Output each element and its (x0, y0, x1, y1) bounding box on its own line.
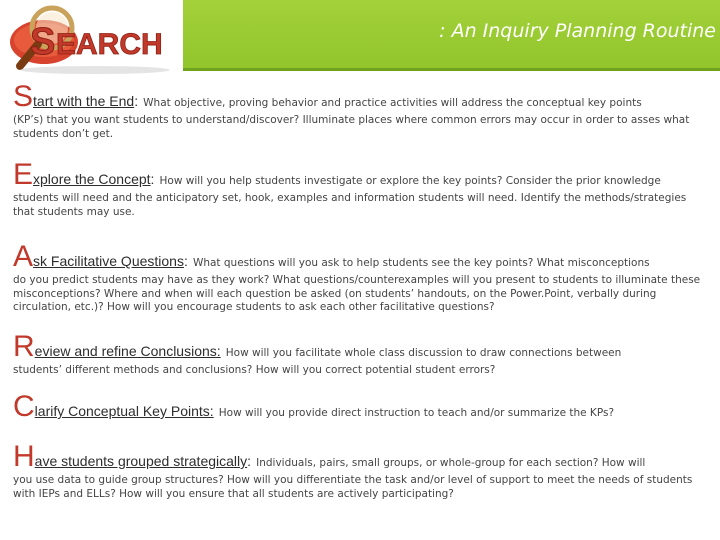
step-intro: What objective, proving behavior and practice activities will address the conceptual key points (143, 97, 642, 109)
svg-text:EARCH: EARCH (56, 28, 163, 61)
step-have (13, 442, 705, 501)
step-heading: larify Conceptual Key Points: (34, 403, 214, 419)
step-heading: sk Facilitative Questions (33, 253, 184, 269)
step-colon: : (150, 171, 155, 187)
step-intro: Individuals, pairs, small groups, or whole-group for each section? How will (256, 457, 646, 469)
step-body: (KP’s) that you want students to understand/discover? Illuminate places where common errors may occur in order to asses what students don’t get. (13, 114, 690, 140)
step-letter: E (13, 158, 34, 191)
step-letter: C (13, 390, 35, 423)
step-intro: What questions will you ask to help students see the key points? What misconceptions (192, 257, 650, 269)
step-intro: How will you help students investigate or explore the key points? Consider the prior knowledge (159, 175, 661, 187)
step-heading: xplore the Concept (33, 171, 151, 187)
page-title: : An Inquiry Planning Routine (439, 20, 716, 42)
step-heading: tart with the End (33, 93, 135, 109)
step-body: do you predict students may have as they work? What questions/counterexamples will you present to students to illuminate these misconceptions? Where and when will each question be asked (on students’ handouts, on the Power.Point, verbally during circulation, etc.)? How will you encourage students to ask each other facilitative questions? (13, 274, 701, 313)
step-heading: ave students grouped strategically (34, 453, 248, 469)
header (0, 0, 720, 80)
step-start (13, 82, 705, 141)
search-logo (0, 0, 183, 80)
step-body: students will need and the anticipatory set, hook, examples and information students will need. Identify the methods/strategies that students may use. (13, 192, 687, 218)
step-letter: R (13, 330, 35, 363)
step-colon: : (183, 253, 188, 269)
step-colon: : (247, 453, 252, 469)
step-body: students’ different methods and conclusions? How will you correct potential student errors? (13, 364, 496, 376)
step-review (13, 332, 705, 378)
step-explore (13, 160, 705, 219)
step-letter: S (13, 80, 34, 113)
banner-divider (183, 68, 720, 71)
step-intro: How will you provide direct instruction to teach and/or summarize the KPs? (218, 407, 615, 419)
step-letter: H (13, 440, 35, 473)
step-body: you use data to guide group structures? How will you differentiate the task and/or level of support to meet the needs of students with IEPs and ELLs? How will you ensure that all students are actively participating? (13, 474, 693, 500)
step-colon: : (134, 93, 139, 109)
step-heading: eview and refine Conclusions: (34, 343, 221, 359)
step-clarify (13, 392, 614, 422)
step-intro: How will you facilitate whole class discussion to draw connections between (225, 347, 622, 359)
svg-text:S: S (30, 21, 56, 63)
step-letter: A (13, 240, 34, 273)
step-ask (13, 242, 705, 315)
